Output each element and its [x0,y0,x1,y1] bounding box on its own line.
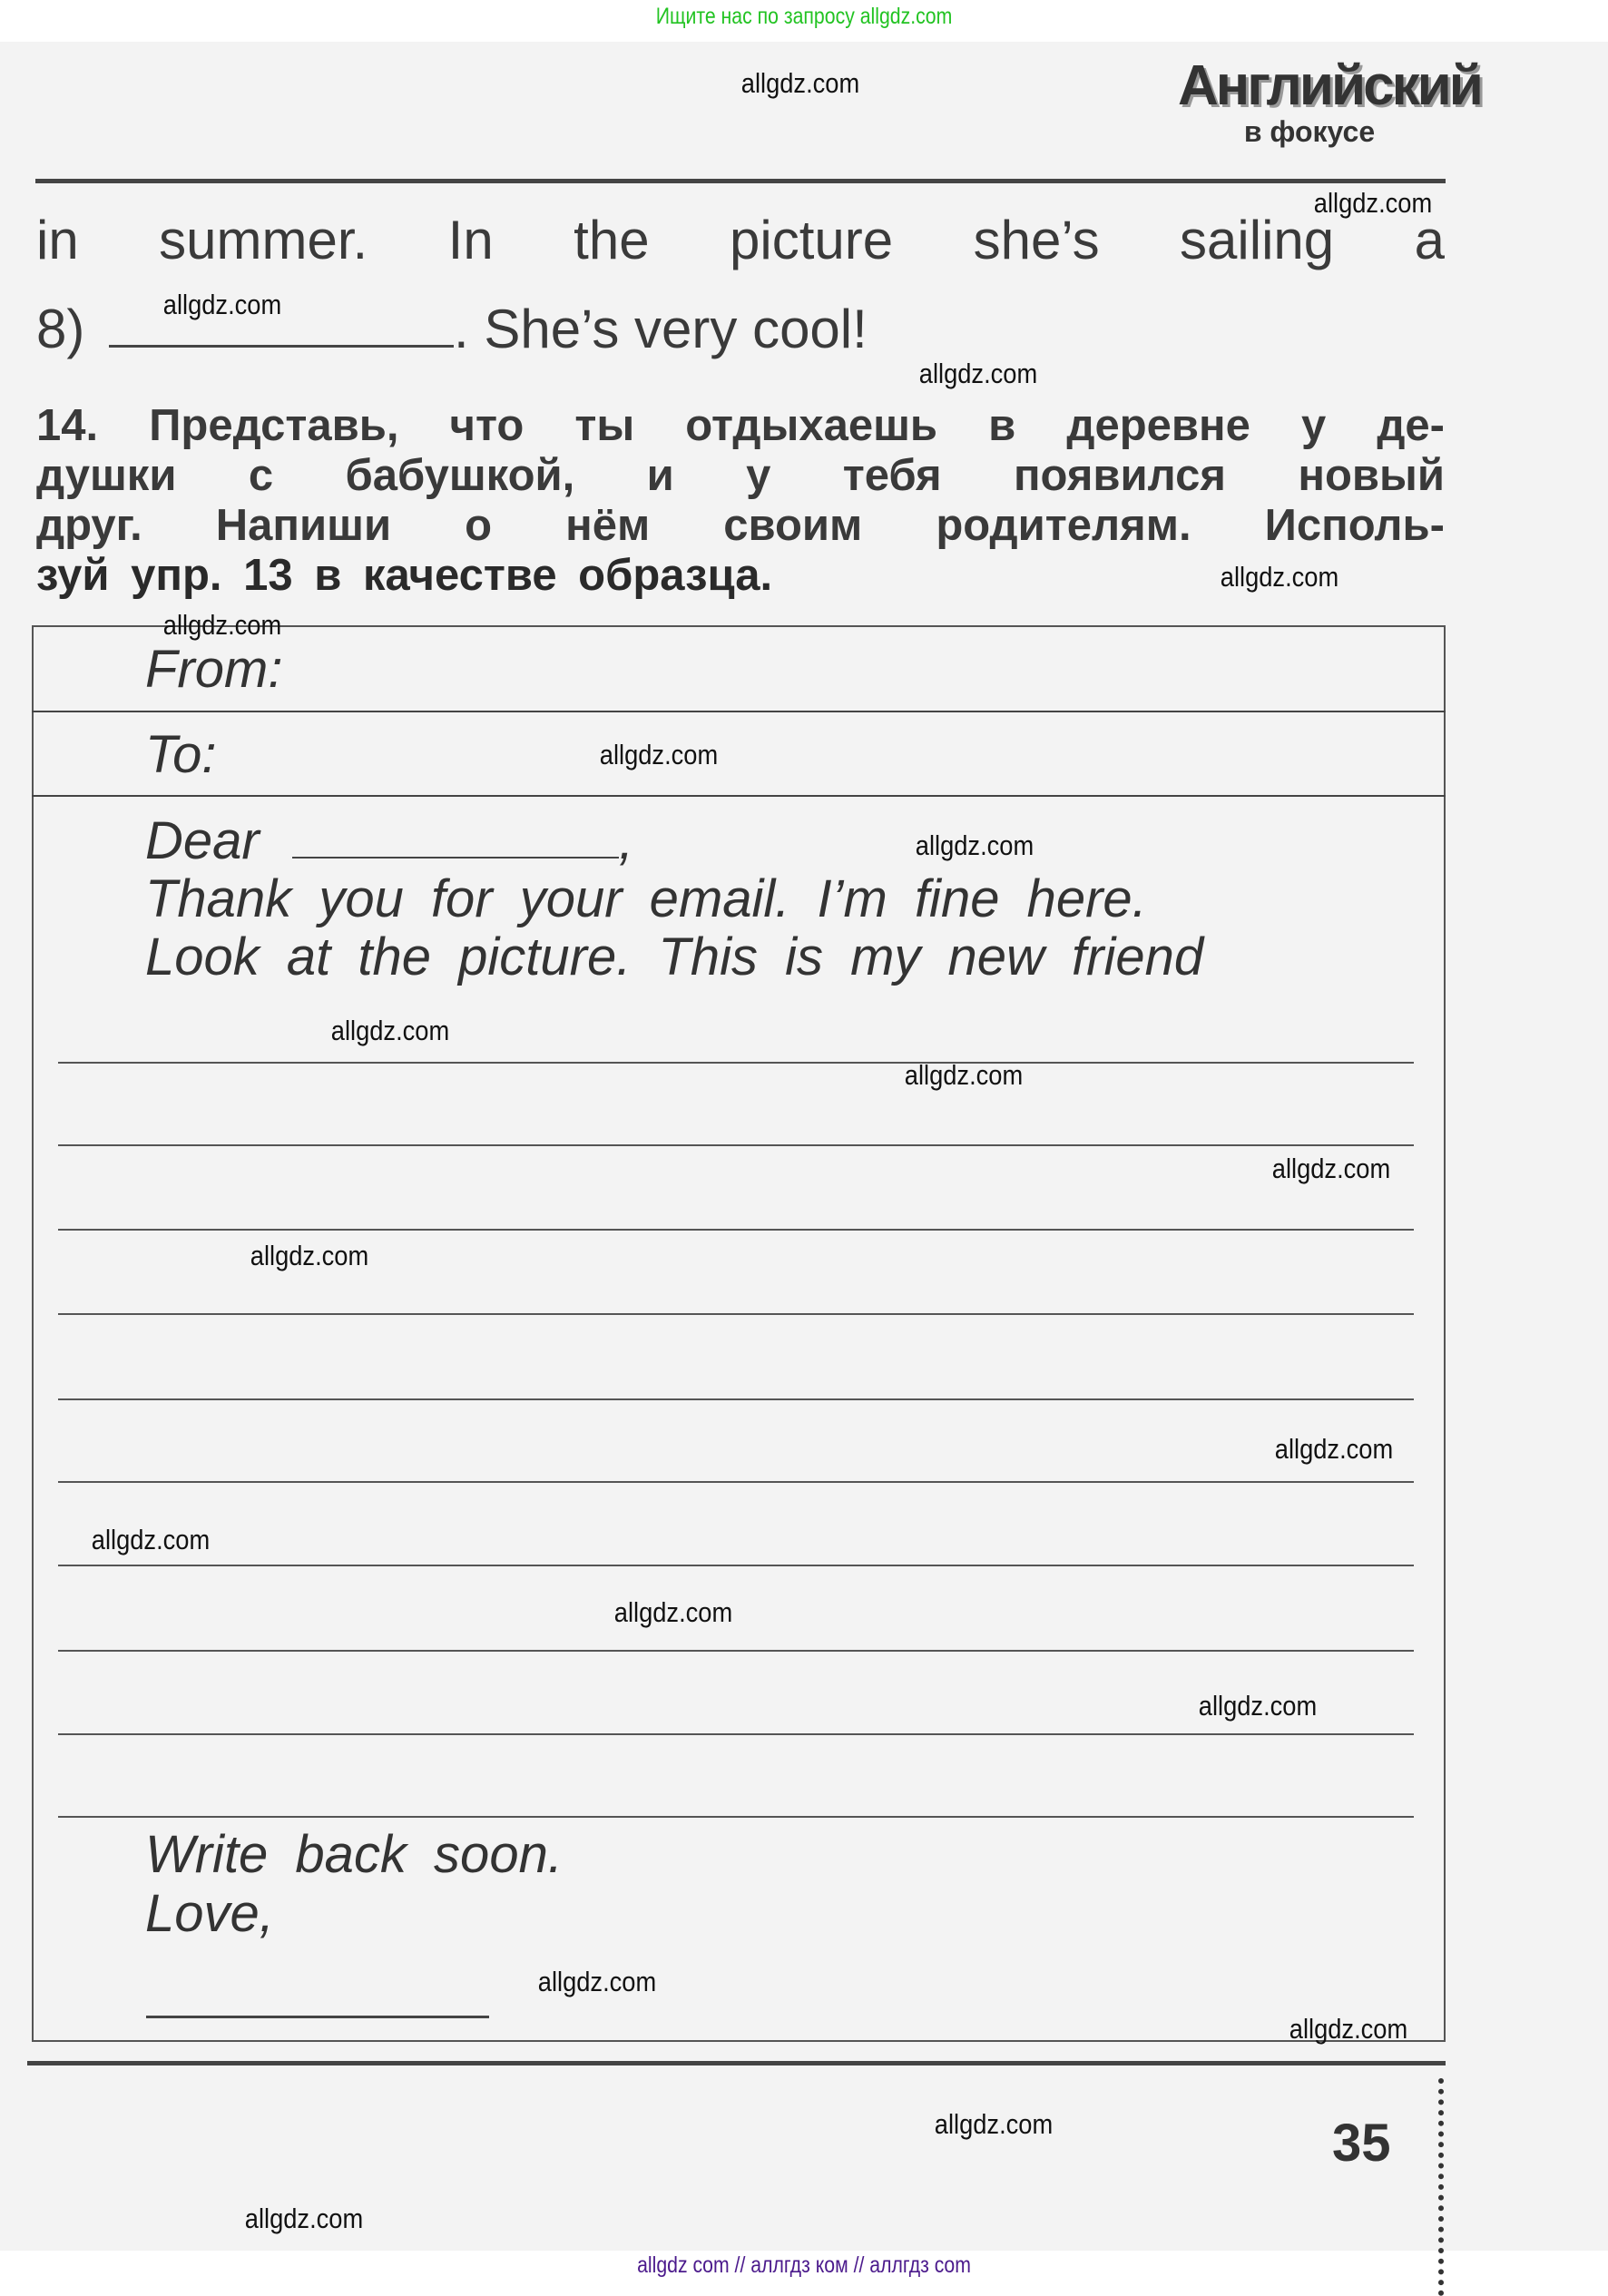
letter-line-thank: Thank you for your email. I’m fine here. [145,869,1147,928]
watermark: allgdz.com [1198,1690,1318,1722]
promo-top-note: Ищите нас по запросу allgdz.com [655,4,953,29]
love-line: Love, [145,1884,274,1943]
page-number: 35 [1332,2114,1391,2173]
watermark: allgdz.com [1274,1433,1394,1465]
dear-word: Dear [145,811,260,870]
task-line: 14. Представь, что ты отдыхаешь в деревне у де- [36,401,1445,450]
continuation-line-2 [36,298,868,360]
logo-subtitle: в фокусе [1243,115,1376,148]
to-divider [32,795,1446,797]
top-rule [35,179,1446,183]
comma: , [618,811,633,870]
dear-line [145,810,633,871]
item-number: 8) [36,299,85,359]
watermark: allgdz.com [162,609,282,641]
to-label[interactable]: To: [145,725,217,784]
task-line: друг. Напиши о нём своим родителям. Исполь- [36,501,1445,550]
writing-line[interactable] [58,1313,1414,1315]
from-divider [32,711,1446,712]
continuation-line: in summer. In the picture she’s sailing a [36,210,1445,270]
watermark: allgdz.com [918,358,1038,389]
promo-bottom-note: allgdz com // аллгдз ком // аллгдз com [637,2252,971,2278]
signature-blank[interactable] [146,2016,489,2018]
writing-line[interactable] [58,1650,1414,1652]
name-blank[interactable] [292,815,619,859]
writing-line[interactable] [58,1816,1414,1818]
write-back-line: Write back soon. [145,1825,563,1884]
writing-line[interactable] [58,1229,1414,1231]
watermark: allgdz.com [91,1524,211,1555]
writing-line[interactable] [58,1481,1414,1483]
logo-title: Английский [1178,54,1481,117]
logo [1178,54,1481,148]
watermark: allgdz.com [162,289,282,320]
task-line: душки с бабушкой, и у тебя появился новый [36,451,1445,500]
watermark: allgdz.com [613,1596,733,1628]
answer-blank[interactable] [109,345,454,348]
watermark: allgdz.com [934,2108,1054,2140]
watermark: allgdz.com [1220,561,1339,593]
watermark: allgdz.com [1289,2013,1408,2045]
writing-line[interactable] [58,1144,1414,1146]
from-label[interactable]: From: [145,640,283,699]
bottom-rule [27,2061,1446,2065]
watermark: allgdz.com [915,829,1034,861]
watermark: allgdz.com [1271,1153,1391,1184]
watermark: allgdz.com [250,1240,369,1271]
watermark: allgdz.com [904,1059,1024,1091]
watermark: allgdz.com [244,2203,364,2234]
watermark: allgdz.com [537,1966,657,1997]
letter-line-look: Look at the picture. This is my new friend [145,927,1204,986]
watermark: allgdz.com [599,739,719,770]
watermark: allgdz.com [1313,187,1433,219]
watermark: allgdz.com [330,1015,450,1046]
task-line: зуй упр. 13 в качестве образца. [36,551,773,600]
writing-line[interactable] [58,1062,1414,1064]
writing-line[interactable] [58,1398,1414,1400]
writing-line[interactable] [58,1733,1414,1735]
writing-line[interactable] [58,1565,1414,1566]
watermark: allgdz.com [740,67,860,99]
sentence: . She’s very cool! [454,299,868,359]
